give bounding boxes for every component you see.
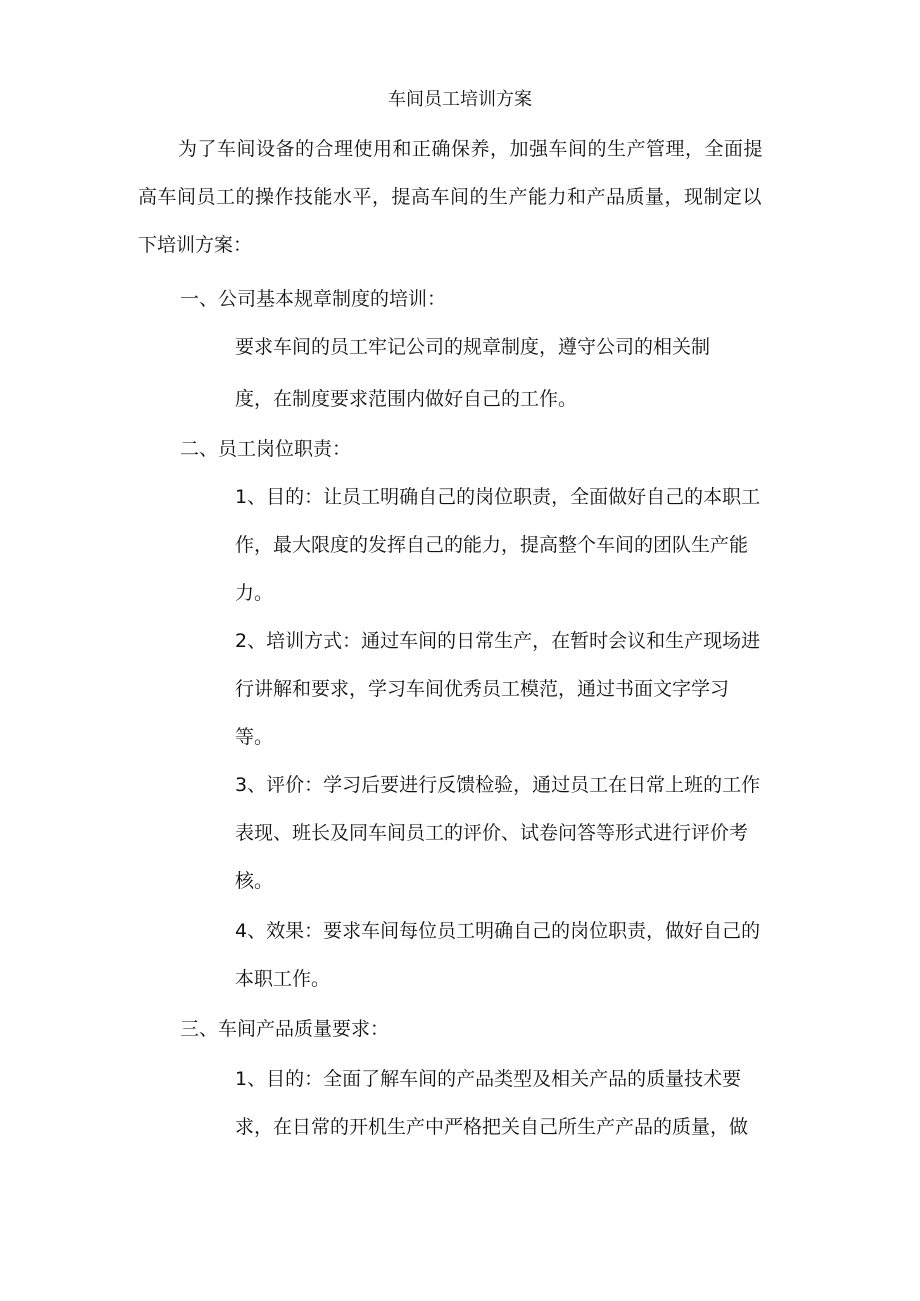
intro-line: 高车间员工的操作技能水平，提高车间的生产能力和产品质量，现制定以 [138,186,763,208]
list-item-line: 核。 [235,870,274,892]
paragraph-line: 度，在制度要求范围内做好自己的工作。 [235,388,578,410]
list-item-line: 3、评价：学习后要进行反馈检验，通过员工在日常上班的工作 [235,774,761,796]
paragraph-line: 要求车间的员工牢记公司的规章制度，遵守公司的相关制 [235,336,711,358]
section-heading: 三、车间产品质量要求： [180,1018,390,1040]
list-item-line: 1、目的：让员工明确自己的岗位职责，全面做好自己的本职工 [235,486,761,508]
intro-line: 下培训方案： [138,234,253,256]
list-item-line: 行讲解和要求，学习车间优秀员工模范，通过书面文字学习 [235,678,730,700]
list-item-line: 等。 [235,726,274,748]
intro-line: 为了车间设备的合理使用和正确保养，加强车间的生产管理，全面提 [178,138,764,160]
list-item-line: 2、培训方式：通过车间的日常生产，在暂时会议和生产现场进 [235,630,761,652]
list-item-line: 力。 [235,582,274,604]
list-item-line: 表现、班长及同车间员工的评价、试卷问答等形式进行评价考 [235,822,749,844]
list-item-line: 求，在日常的开机生产中严格把关自己所生产产品的质量，做 [235,1116,749,1138]
section-heading: 二、员工岗位职责： [180,438,352,460]
list-item-line: 4、效果：要求车间每位员工明确自己的岗位职责，做好自己的 [235,920,761,942]
section-heading: 一、公司基本规章制度的培训： [180,288,447,310]
list-item-line: 作，最大限度的发挥自己的能力，提高整个车间的团队生产能 [235,534,749,556]
list-item-line: 本职工作。 [235,968,331,990]
document-title: 车间员工培训方案 [388,89,532,110]
list-item-line: 1、目的：全面了解车间的产品类型及相关产品的质量技术要 [235,1068,742,1090]
